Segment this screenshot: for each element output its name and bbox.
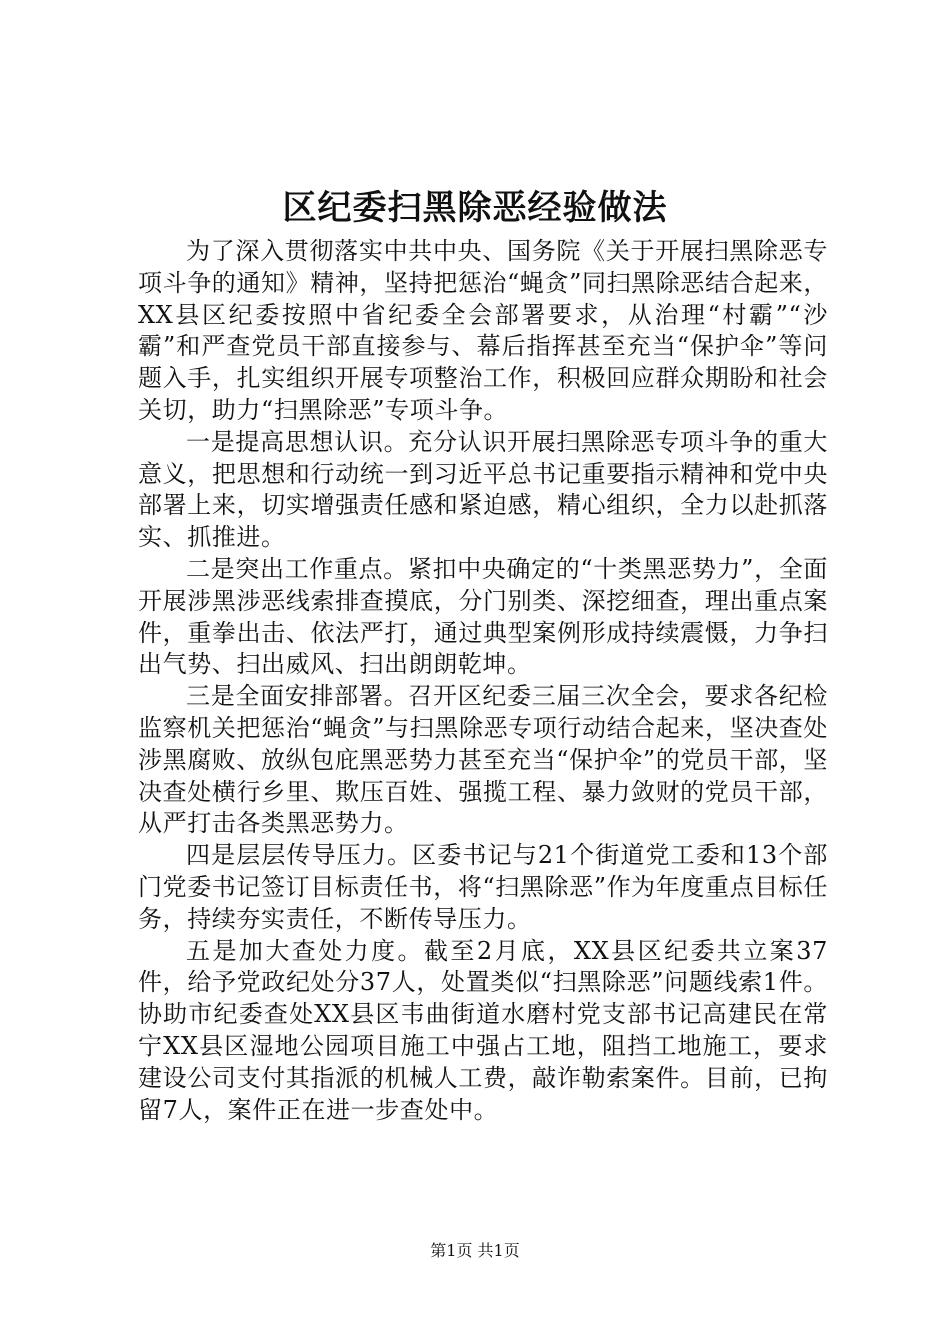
page-footer: 第1页 共1页	[430, 1241, 520, 1260]
paragraph-point-2: 二是突出工作重点。紧扣中央确定的“十类黑恶势力”，全面开展涉黑涉恶线索排查摸底，分门别类、深挖细查，理出重点案件，重拳出击、依法严打，通过典型案例形成持续震慑，力争扫出气势、扫出威风、扫出朗朗乾坤。	[138, 554, 828, 679]
paragraph-point-3: 三是全面安排部署。召开区纪委三届三次全会，要求各纪检监察机关把惩治“蝇贪”与扫黑除恶专项行动结合起来，坚决查处涉黑腐败、放纵包庇黑恶势力甚至充当“保护伞”的党员干部，坚决查处横行乡里、欺压百姓、强揽工程、暴力敛财的党员干部，从严打击各类黑恶势力。	[138, 682, 828, 838]
paragraph-point-4: 四是层层传导压力。区委书记与21个街道党工委和13个部门党委书记签订目标责任书，将“扫黑除恶”作为年度重点目标任务，持续夯实责任，不断传导压力。	[138, 841, 828, 933]
paragraph-point-1: 一是提高思想认识。充分认识开展扫黑除恶专项斗争的重大意义，把思想和行动统一到习近平总书记重要指示精神和党中央部署上来，切实增强责任感和紧迫感，精心组织，全力以赴抓落实、抓推进。	[138, 427, 828, 552]
paragraph-point-5: 五是加大查处力度。截至2月底，XX县区纪委共立案37件，给予党政纪处分37人，处置类似“扫黑除恶”问题线索1件。协助市纪委查处XX县区韦曲街道水磨村党支部书记高建民在常宁XX县区湿地公园项目施工中强占工地，阻挡工地施工，要求建设公司支付其指派的机械人工费，敲诈勒索案件。目前，已拘留7人，案件正在进一步查处中。	[138, 936, 828, 1124]
document-body	[138, 236, 828, 1126]
document-title: 区纪委扫黑除恶经验做法	[282, 188, 668, 228]
paragraph-intro: 为了深入贯彻落实中共中央、国务院《关于开展扫黑除恶专项斗争的通知》精神，坚持把惩治“蝇贪”同扫黑除恶结合起来，XX县区纪委按照中省纪委全会部署要求，从治理“村霸”“沙霸”和严查党员干部直接参与、幕后指挥甚至充当“保护伞”等问题入手，扎实组织开展专项整治工作，积极回应群众期盼和社会关切，助力“扫黑除恶”专项斗争。	[138, 237, 828, 424]
